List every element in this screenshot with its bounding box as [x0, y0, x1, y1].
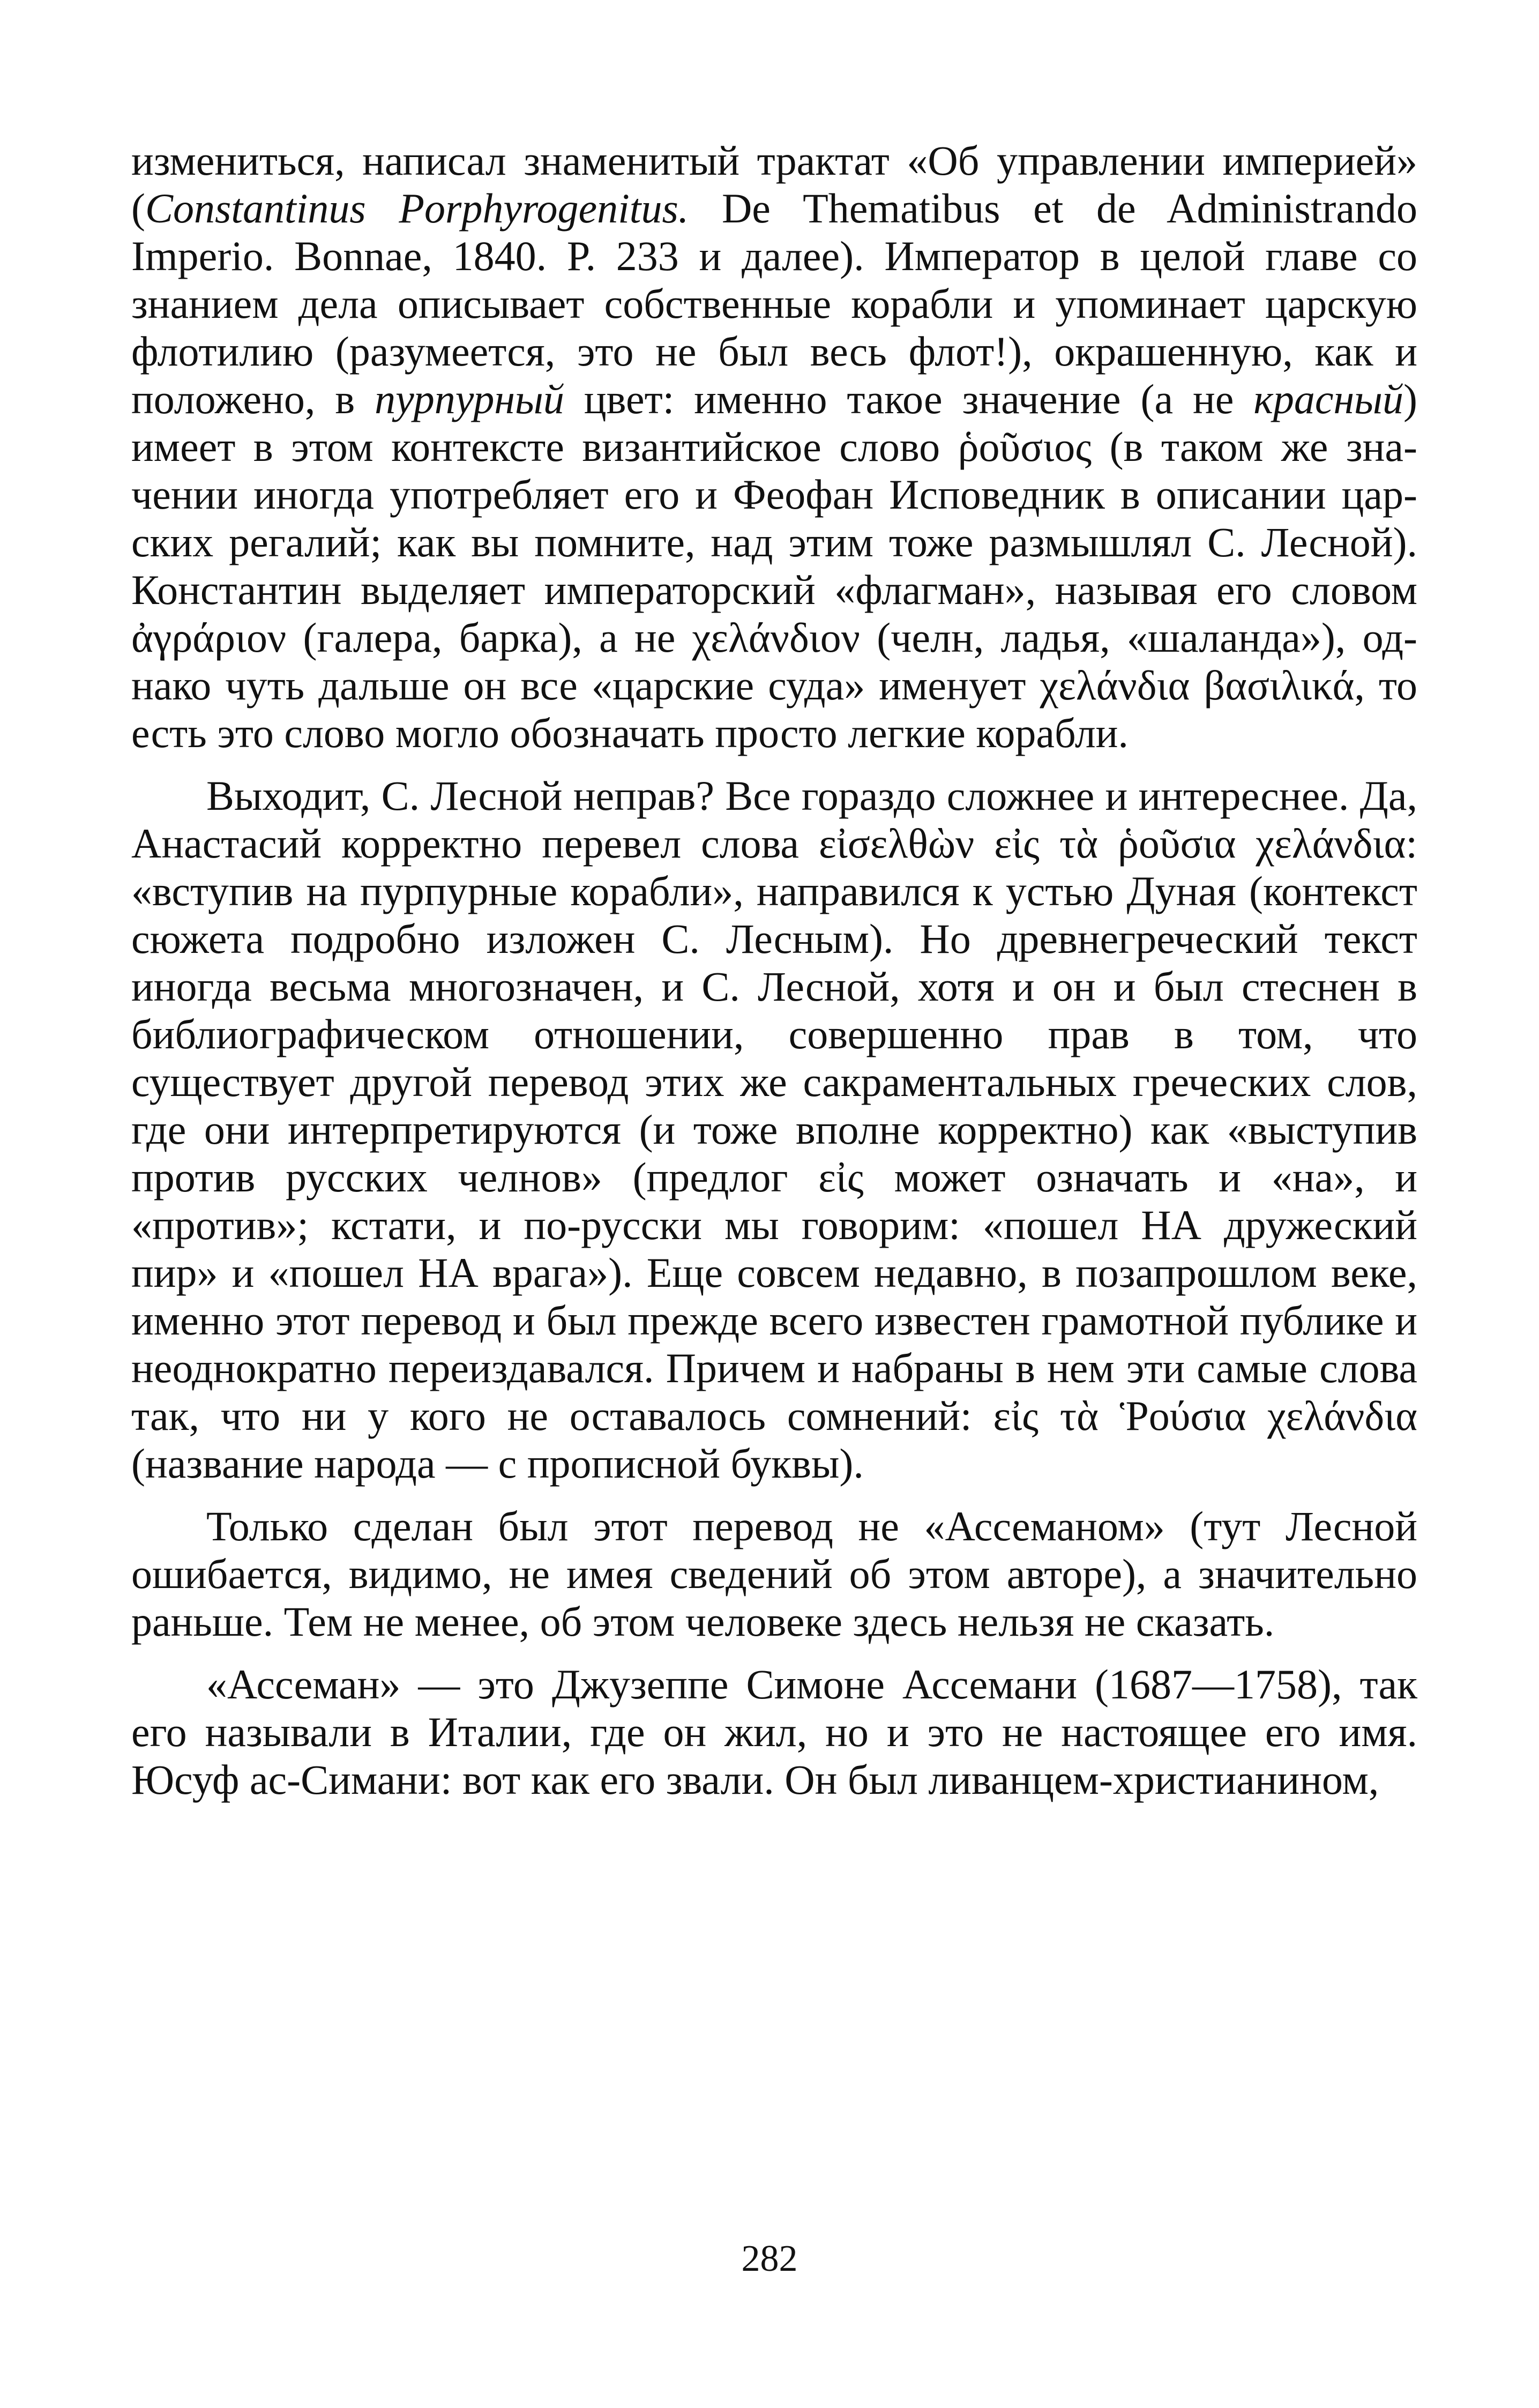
text-run: Только сделан был этот перевод не «Ассеманом» (тут Лесной ошибается, видимо, не имея сведений об этом авторе), а значительно раньше. Тем не менее, об этом человеке здесь нельзя не сказать. — [131, 1503, 1417, 1645]
paragraph-4 — [131, 1660, 1417, 1803]
text-run: «Ассеман» — это Джузеппе Симоне Ассемани (1687—1758), так его называли в Италии, где он жил, но и это не настоящее его имя. Юсуф ас-Симани: вот как его звали. Он был ливанцем-христианином, — [131, 1661, 1417, 1803]
italic-run: красный — [1253, 376, 1404, 422]
text-run: измениться, написал знаменитый трактат «Об управлении империей» ( — [131, 137, 1417, 232]
text-run: De Thematibus et de Administrando Imperio. Bonnae, 1840. P. 233 и далее). Император в целой главе со знанием дела описывает собственные корабли и упоминает царскую флотилию (разумеется, это не был весь флот!), окрашенную, как и положено, в — [131, 185, 1417, 422]
page-body — [131, 137, 1417, 1818]
paragraph-3 — [131, 1502, 1417, 1645]
paragraph-2 — [131, 772, 1417, 1487]
page-number: 282 — [741, 2238, 798, 2279]
text-run: цвет: именно такое значение (а не — [564, 376, 1254, 422]
italic-run: пурпурный — [375, 376, 564, 422]
text-run: ) имеет в этом контексте византийское слово ῥοῦσιος (в таком же значении иногда употребляет его и Феофан Исповедник в описании царских регалий; как вы помните, над этим тоже размышлял С. Лесной). Константин выделяет императорский «флагман», называя его словом ἀγράριον (галера, барка), а не χελάνδιον (челн, ладья, «шаланда»), однако чуть дальше он все «царские суда» именует χελάνδια βασιλικά, то есть это слово могло обозначать просто легкие корабли. — [131, 376, 1417, 756]
paragraph-1 — [131, 137, 1417, 757]
italic-run: Constantinus Porphyrogenitus. — [145, 185, 689, 232]
text-run: Выходит, С. Лесной неправ? Все гораздо сложнее и интереснее. Да, Анастасий корректно перевел слова εἰσελθὼν εἰς τὰ ῥοῦσια χελάνδια: «вступив на пурпурные корабли», направился к устью Дуная (контекст сюжета подробно изложен С. Лесным). Но древнегреческий текст иногда весьма многозначен, и С. Лесной, хотя и он и был стеснен в библиографическом отношении, совершенно прав в том, что существует другой перевод этих же сакраментальных греческих слов, где они интерпретируются (и тоже вполне корректно) как «выступив против русских челнов» (предлог εἰς может означать и «на», и «против»; кстати, и по-русски мы говорим: «пошел НА дружеский пир» и «пошел НА врага»). Еще совсем недавно, в позапрошлом веке, именно этот перевод и был прежде всего известен грамотной публике и неоднократно переиздавался. Причем и набраны в нем эти самые слова так, что ни у кого не оставалось сомнений: εἰς τὰ Ῥούσια χελάνδια (название народа — с прописной буквы). — [131, 772, 1417, 1487]
